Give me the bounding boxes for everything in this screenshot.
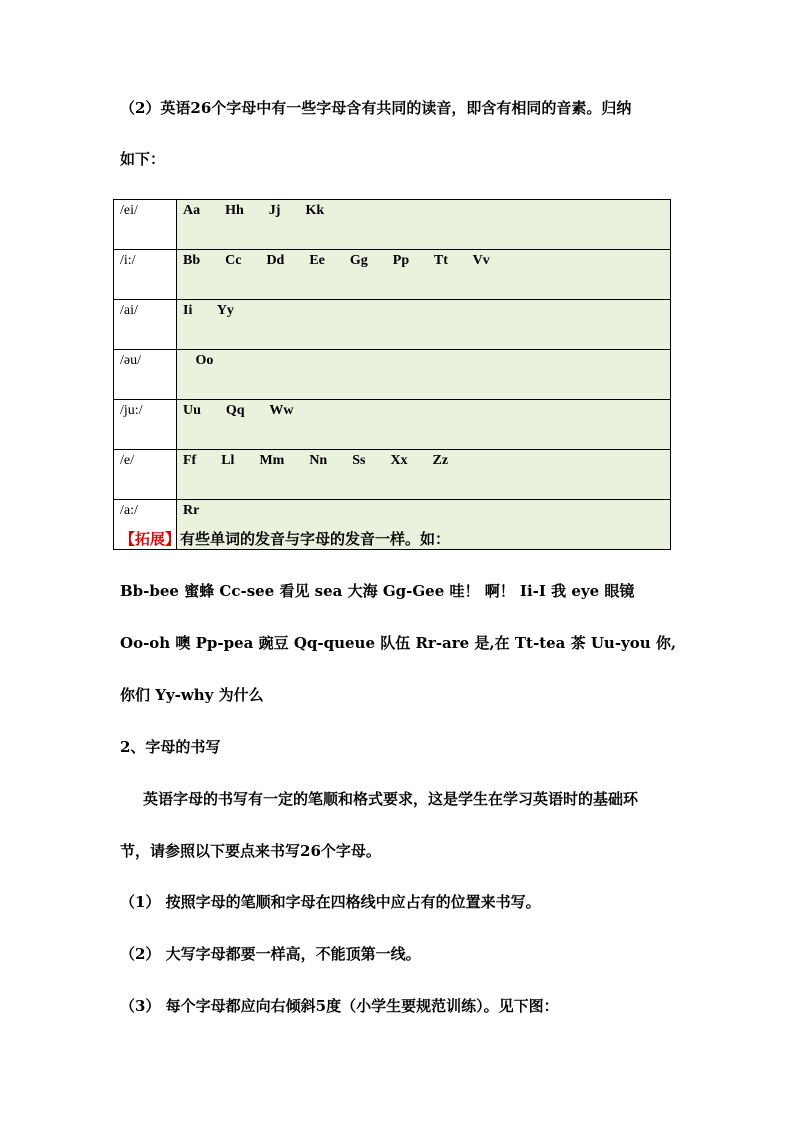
example-line-3: 你们 Yy-why 为什么 — [120, 686, 264, 704]
phoneme-row — [114, 350, 671, 400]
phoneme-symbol: /əu/ — [114, 350, 177, 400]
phoneme-symbol: /a:/ — [114, 500, 177, 550]
phoneme-letters: Aa Hh Jj Kk — [177, 200, 671, 250]
intro-line-2: 如下： — [120, 150, 166, 168]
extension-tag: 【拓展】 — [120, 530, 181, 548]
rule-item-3: （3） 每个字母都应向右倾斜5度（小学生要规范训练）。见下图： — [120, 997, 559, 1015]
section-para-2: 节，请参照以下要点来书写26个字母。 — [120, 842, 381, 860]
phoneme-letters: Ii Yy — [177, 300, 671, 350]
phoneme-symbol: /ai/ — [114, 300, 177, 350]
section-heading: 2、字母的书写 — [120, 738, 221, 756]
phoneme-symbol: /e/ — [114, 450, 177, 500]
section-para-1: 英语字母的书写有一定的笔顺和格式要求，这是学生在学习英语时的基础环 — [143, 790, 639, 808]
extension-intro — [120, 528, 450, 549]
phoneme-symbol: /i:/ — [114, 250, 177, 300]
phoneme-table — [113, 199, 671, 550]
phoneme-row — [114, 250, 671, 300]
example-line-2: Oo-oh 噢 Pp-pea 豌豆 Qq-queue 队伍 Rr-are 是,在 Tt-tea 茶 Uu-you 你, — [120, 634, 677, 652]
phoneme-row — [114, 400, 671, 450]
example-line-1: Bb-bee 蜜蜂 Cc-see 看见 sea 大海 Gg-Gee 哇！ 啊！ Ii-I 我 eye 眼镜 — [120, 582, 635, 600]
rule-item-1: （1） 按照字母的笔顺和字母在四格线中应占有的位置来书写。 — [120, 893, 541, 911]
phoneme-letters: Rr — [177, 500, 671, 550]
phoneme-symbol: /ei/ — [114, 200, 177, 250]
phoneme-letters: Bb Cc Dd Ee Gg Pp Tt Vv — [177, 250, 671, 300]
extension-text: 有些单词的发音与字母的发音一样。如： — [180, 530, 451, 548]
phoneme-letters: Uu Qq Ww — [177, 400, 671, 450]
phoneme-letters: Ff Ll Mm Nn Ss Xx Zz — [177, 450, 671, 500]
phoneme-row — [114, 300, 671, 350]
intro-line-1: （2）英语26个字母中有一些字母含有共同的读音，即含有相同的音素。归纳 — [120, 99, 632, 117]
phoneme-symbol: /ju:/ — [114, 400, 177, 450]
rule-item-2: （2） 大写字母都要一样高，不能顶第一线。 — [120, 945, 421, 963]
phoneme-row — [114, 200, 671, 250]
phoneme-letters: Oo — [177, 350, 671, 400]
phoneme-row — [114, 450, 671, 500]
